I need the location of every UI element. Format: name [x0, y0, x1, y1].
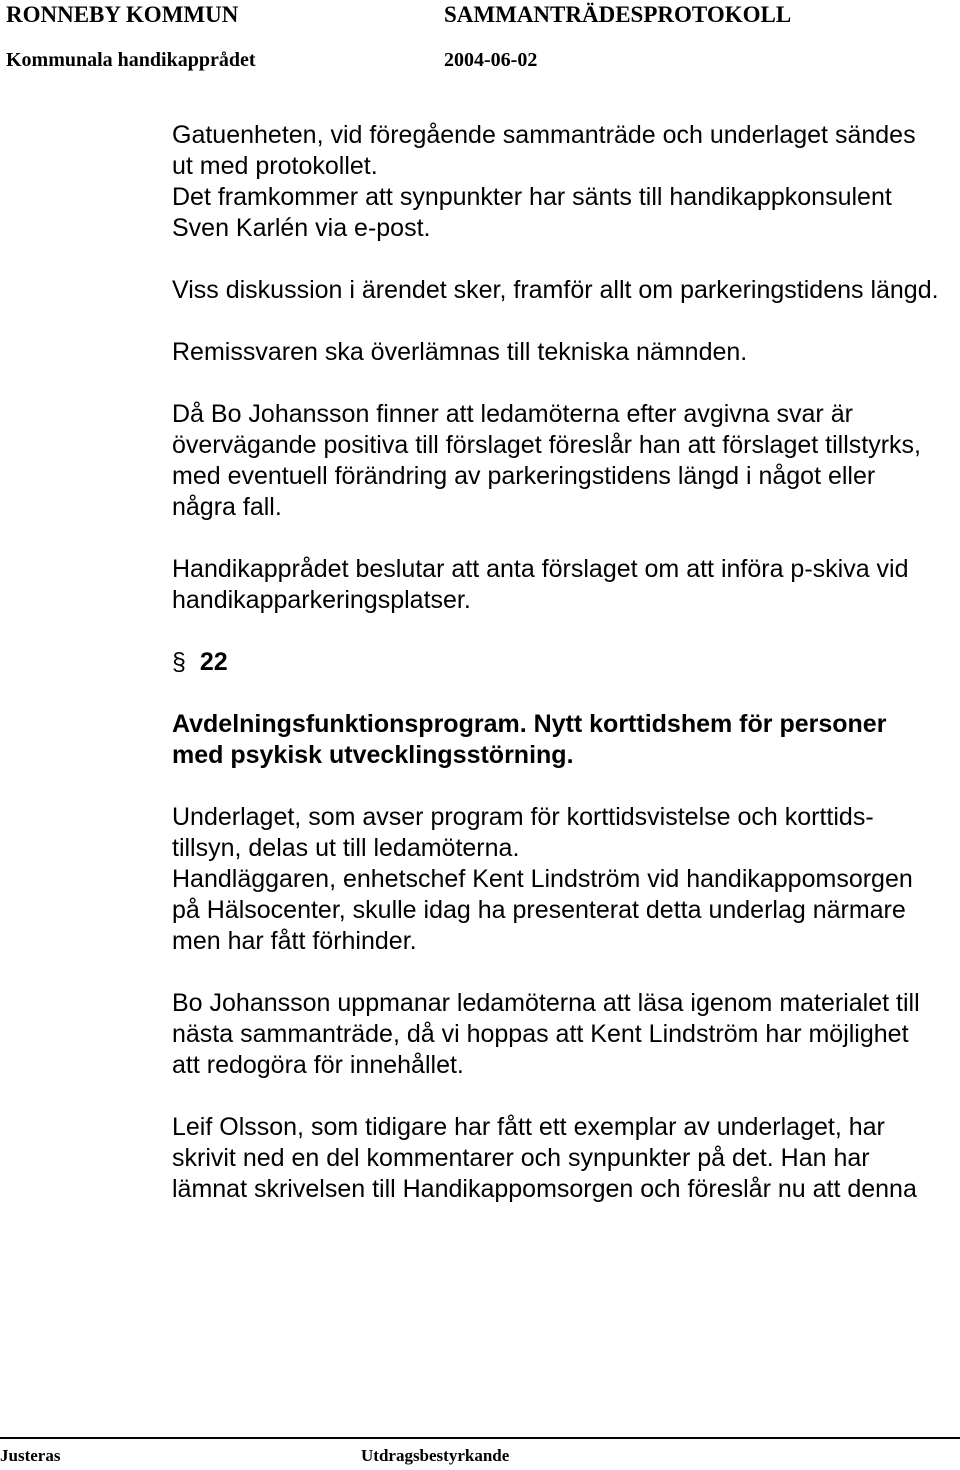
paragraph: Handikapprådet beslutar att anta förslaget om att införa p-skiva vid handikapparkeringsplatser. [172, 555, 909, 614]
meeting-date: 2004-06-02 [444, 49, 538, 71]
document-type: SAMMANTRÄDESPROTOKOLL [444, 2, 792, 27]
section-title: Avdelningsfunktionsprogram. Nytt korttidshem för personer med psykisk utvecklingsstörning. [172, 710, 887, 769]
footer-justeras-label: Justeras [0, 1446, 61, 1465]
paragraph: Remissvaren ska överlämnas till tekniska nämnden. [172, 338, 748, 366]
paragraph: Leif Olsson, som tidigare har fått ett exemplar av underlaget, har skrivit ned en del kommentarer och synpunkter på det. Han har lämnat skrivelsen till Handikappomsorgen och föreslår nu att denna [172, 1113, 917, 1203]
paragraph: Viss diskussion i ärendet sker, framför allt om parkeringstidens längd. [172, 276, 939, 304]
paragraph: Underlaget, som avser program för korttidsvistelse och korttids- tillsyn, delas ut till ledamöterna. [172, 803, 874, 862]
section-heading-number [172, 647, 942, 678]
paragraph: Handläggaren, enhetschef Kent Lindström vid handikappomsorgen på Hälsocenter, skulle idag ha presenterat detta underlag närmare men har fått förhinder. [172, 865, 913, 955]
footer-utdragsbestyrkande-label: Utdragsbestyrkande [361, 1446, 510, 1465]
paragraph: Det framkommer att synpunkter har sänts till handikappkonsulent Sven Karlén via e-post. [172, 183, 892, 242]
section-number: 22 [199, 648, 228, 676]
municipality-name: RONNEBY KOMMUN [6, 2, 239, 27]
committee-name: Kommunala handikapprådet [6, 49, 256, 71]
section-symbol: § [172, 648, 186, 676]
document-body [172, 120, 942, 1205]
paragraph: Gatuenheten, vid föregående sammanträde och underlaget sändes ut med protokollet. [172, 121, 916, 180]
paragraph: Bo Johansson uppmanar ledamöterna att läsa igenom materialet till nästa sammanträde, då vi hoppas att Kent Lindström har möjlighet att redogöra för innehållet. [172, 989, 920, 1079]
footer-divider [0, 1437, 960, 1439]
paragraph: Då Bo Johansson finner att ledamöterna efter avgivna svar är övervägande positiva till förslaget föreslår han att förslaget tillstyrks, med eventuell förändring av parkeringstidens längd i något eller några fall. [172, 400, 921, 521]
